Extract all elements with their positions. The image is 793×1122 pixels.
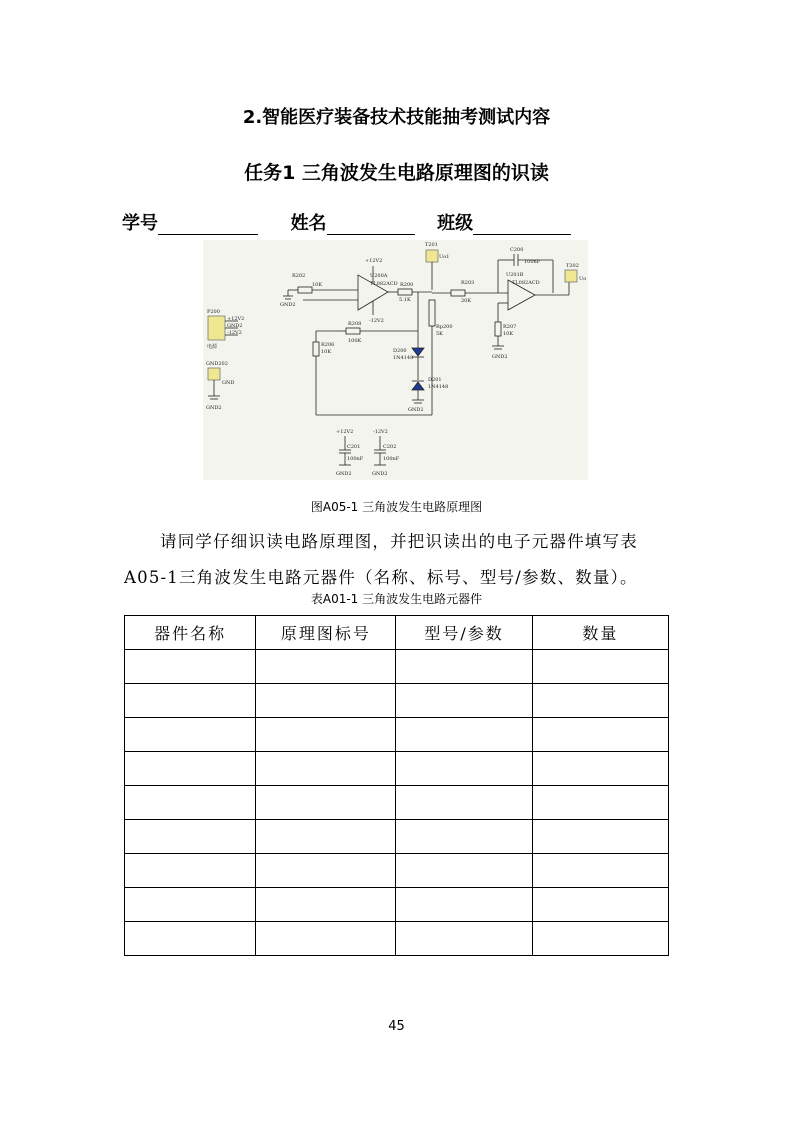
table-cell[interactable]	[256, 820, 396, 854]
table-cell[interactable]	[396, 854, 532, 888]
label-r200: R200	[400, 282, 414, 288]
label-d200: D200	[393, 348, 407, 354]
student-name-label: 姓名	[290, 213, 327, 234]
label-r203: R203	[461, 280, 475, 286]
label-r203-val: 20K	[461, 298, 472, 304]
document-heading: 2.智能医疗装备技术技能抽考测试内容	[242, 107, 551, 128]
label-r208-val: 100K	[348, 338, 362, 344]
instruction-line-2: A05-1三角波发生电路元器件（名称、标号、型号/参数、数量）。	[124, 568, 638, 587]
table-cell[interactable]	[256, 786, 396, 820]
label-d201: D201	[428, 377, 442, 383]
table-cell[interactable]	[396, 752, 532, 786]
table-caption: 表A01-1 三角波发生电路元器件	[310, 592, 483, 606]
table-cell[interactable]	[532, 820, 668, 854]
table-cell[interactable]	[532, 888, 668, 922]
table-row	[125, 922, 669, 956]
label-c202: C202	[383, 444, 397, 450]
header-component-name: 器件名称	[125, 616, 256, 650]
table-cell[interactable]	[125, 888, 256, 922]
table-cell[interactable]	[396, 684, 532, 718]
table-row	[125, 752, 669, 786]
table-cell[interactable]	[125, 752, 256, 786]
label-r202: R202	[292, 273, 306, 279]
table-cell[interactable]	[125, 854, 256, 888]
label-r206-val: 10K	[321, 349, 332, 355]
label-r207-val: 10K	[503, 331, 514, 337]
table-cell[interactable]	[532, 854, 668, 888]
table-cell[interactable]	[256, 752, 396, 786]
table-cell[interactable]	[125, 650, 256, 684]
table-cell[interactable]	[532, 650, 668, 684]
table-row	[125, 888, 669, 922]
table-cell[interactable]	[256, 922, 396, 956]
label-d201-val: 1N4148	[428, 384, 449, 390]
table-cell[interactable]	[125, 684, 256, 718]
label-vee-top: -12V2	[369, 318, 384, 324]
label-r206: R206	[321, 342, 335, 348]
label-vcc-top: +12V2	[365, 258, 383, 264]
instruction-line-1: 请同学仔细识读电路原理图，并把识读出的电子元器件填写表	[160, 532, 638, 551]
label-gnd2-d: GND2	[408, 407, 424, 413]
class-label: 班级	[437, 213, 474, 234]
table-cell[interactable]	[256, 718, 396, 752]
table-row	[125, 820, 669, 854]
table-cell[interactable]	[256, 888, 396, 922]
label-c200: C200	[510, 247, 524, 253]
label-rp200: Rp200	[436, 324, 453, 330]
label-p200-sub: 电源	[207, 344, 218, 350]
table-cell[interactable]	[396, 650, 532, 684]
table-cell[interactable]	[532, 752, 668, 786]
label-t202-sub: Uo	[579, 276, 587, 282]
class-blank[interactable]	[473, 215, 571, 235]
figure-caption: 图A05-1 三角波发生电路原理图	[310, 500, 483, 514]
label-gnd202: GND202	[206, 361, 228, 367]
table-cell[interactable]	[396, 922, 532, 956]
label-c201-val: 100nF	[347, 456, 364, 462]
table-row	[125, 650, 669, 684]
table-cell[interactable]	[125, 786, 256, 820]
table-cell[interactable]	[532, 786, 668, 820]
table-body	[125, 650, 669, 956]
label-u200a: U200A	[370, 273, 388, 279]
header-schematic-label: 原理图标号	[256, 616, 396, 650]
table-cell[interactable]	[532, 922, 668, 956]
label-t201: T201	[425, 242, 438, 248]
table-cell[interactable]	[256, 854, 396, 888]
label-c202-val: 100nF	[383, 456, 400, 462]
label-gnd2-e: GND2	[336, 471, 352, 477]
table-row	[125, 854, 669, 888]
table-cell[interactable]	[125, 922, 256, 956]
header-model-parameter: 型号/参数	[396, 616, 532, 650]
label-t201-sub: Uo1	[439, 254, 450, 260]
label-u201b-part: TL082ACD	[512, 280, 540, 286]
table-cell[interactable]	[256, 650, 396, 684]
label-pin3: -12V2	[227, 330, 242, 336]
label-pin2: GND2	[227, 323, 243, 329]
label-u200a-part: TL082ACD	[370, 281, 398, 287]
student-name-blank[interactable]	[327, 215, 415, 235]
label-gnd2-b: GND2	[492, 354, 508, 360]
triangle-wave-schematic	[203, 240, 588, 480]
task-title: 任务1 三角波发生电路原理图的识读	[244, 162, 549, 184]
label-c202-supply: -12V2	[373, 429, 388, 435]
table-cell[interactable]	[532, 684, 668, 718]
student-info-line	[122, 209, 571, 235]
header-quantity: 数量	[532, 616, 668, 650]
table-cell[interactable]	[125, 718, 256, 752]
table-row	[125, 718, 669, 752]
table-cell[interactable]	[532, 718, 668, 752]
table-row	[125, 684, 669, 718]
label-r200-val: 5.1K	[399, 297, 411, 303]
label-t202: T202	[566, 263, 579, 269]
label-pin1: +12V2	[227, 316, 245, 322]
label-gnd2-a: GND2	[280, 302, 296, 308]
page-number: 45	[388, 1019, 405, 1034]
label-r208: R208	[348, 321, 362, 327]
schematic-figure	[203, 240, 588, 480]
label-gnd2-f: GND2	[372, 471, 388, 477]
table-cell[interactable]	[396, 888, 532, 922]
label-d200-val: 1N4148	[393, 355, 414, 361]
table-header-row	[125, 616, 669, 650]
student-id-label: 学号	[122, 213, 158, 234]
table-cell[interactable]	[396, 718, 532, 752]
label-c200-val: 100nF	[524, 259, 541, 265]
table-cell[interactable]	[396, 820, 532, 854]
table-cell[interactable]	[125, 820, 256, 854]
label-c201-supply: +12V2	[336, 429, 354, 435]
label-rp200-val: 5K	[436, 331, 443, 337]
label-p200: P200	[207, 309, 220, 315]
label-gnd-text: GND	[222, 380, 235, 386]
label-gnd2-c: GND2	[206, 405, 222, 411]
label-u201b: U201B	[506, 272, 524, 278]
student-id-blank[interactable]	[158, 215, 258, 235]
label-c201: C201	[347, 444, 361, 450]
components-table	[124, 615, 669, 956]
table-cell[interactable]	[396, 786, 532, 820]
label-r202-val: 10K	[312, 282, 323, 288]
label-r207: R207	[503, 324, 517, 330]
table-cell[interactable]	[256, 684, 396, 718]
table-row	[125, 786, 669, 820]
